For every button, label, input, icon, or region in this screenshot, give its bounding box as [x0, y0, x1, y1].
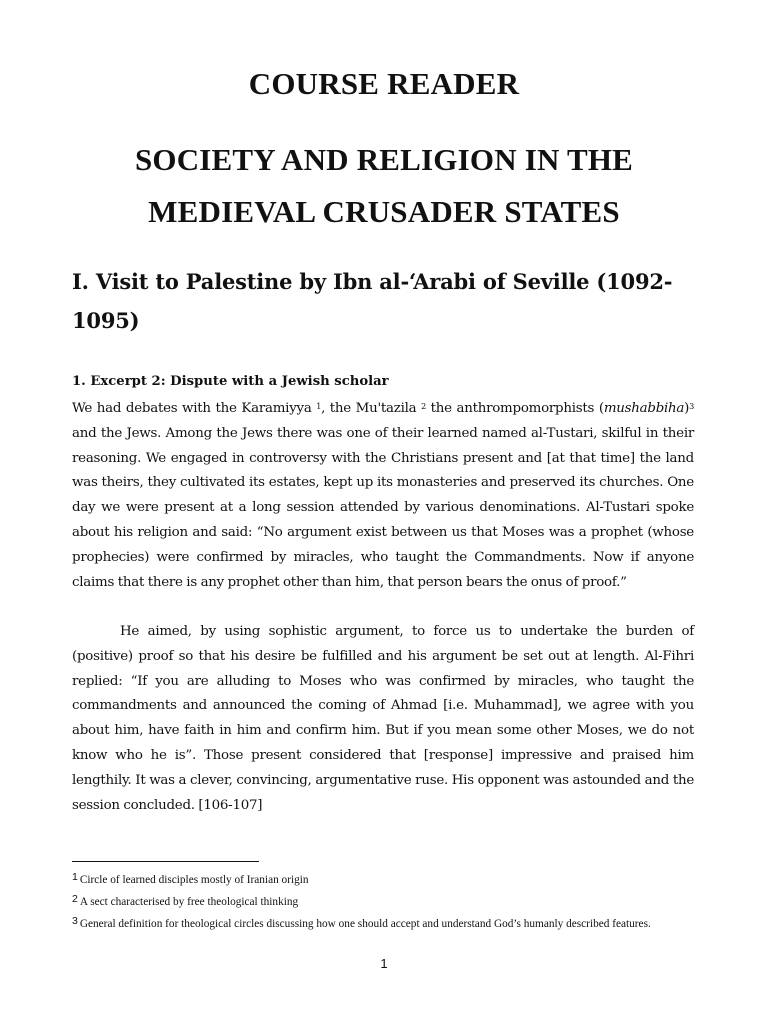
page-number: 1: [380, 956, 388, 971]
paragraph-1: [72, 397, 694, 595]
footnote-number: 1: [72, 871, 78, 883]
footnote-text: A sect characterised by free theological thinking: [79, 896, 299, 908]
footnote-ref-3[interactable]: 3: [689, 402, 694, 411]
section-heading: I. Visit to Palestine by Ibn al-‘Arabi of Seville (1092-1095): [72, 269, 673, 333]
footnote-3: [72, 913, 702, 932]
document-title: COURSE READER: [248, 66, 520, 101]
paragraph-1-text-e: and the Jews. Among the Jews there was one of their learned named al-Tustari, skilful in their reasoning. We engaged in controversy with the Christians present and [at that time] the land was theirs, they cultivated its estates, kept up its monasteries and preserved its churches. One day we were present at a long session attended by various denominations. Al-Tustari spoke about his religion and said: “No argument exist between us that Moses was a prophet (whose prophecies) were confirmed by miracles, who taught the Commandments. Now if anyone claims that there is any prophet other than him, that person bears the onus of proof.”: [72, 425, 694, 590]
footnote-ref-1[interactable]: 1: [316, 402, 322, 411]
footnote-1: [72, 869, 702, 888]
subtitle-line-1: SOCIETY AND RELIGION IN THE: [134, 142, 634, 177]
paragraph-2: He aimed, by using sophistic argument, to force us to undertake the burden of (positive) proof so that his desire be fulfilled and his argument be set out at length. Al-Fihri replied: “If you are alluding to Moses who was confirmed by miracles, who taught the commandments and announced the coming of Ahmad [i.e. Muhammad], we agree with you about him, have faith in him and confirm him. But if you mean some other Moses, we do not know who he is”. Those present considered that [response] impressive and praised him lengthily. It was a clever, convincing, argumentative ruse. His opponent was astounded and the session concluded. [106-107]: [72, 624, 694, 813]
footnote-number: 2: [72, 893, 78, 905]
paragraph-1-text-c: the anthrompomorphists (: [425, 401, 604, 416]
paragraph-1-text-b: , the Mu'tazila: [321, 401, 417, 416]
footnote-divider: [72, 861, 259, 862]
footnotes: [72, 869, 702, 935]
paragraph-1-text-d: ): [684, 401, 690, 416]
italic-term: mushabbiha: [603, 401, 685, 416]
footnote-text: Circle of learned disciples mostly of Iranian origin: [79, 874, 309, 886]
footnote-number: 3: [72, 915, 78, 927]
footnote-2: [72, 891, 702, 910]
footnote-ref-2[interactable]: 2: [421, 402, 426, 411]
footnote-text: General definition for theological circles discussing how one should accept and understand God’s humanly described features.: [79, 918, 651, 930]
subtitle-line-2: MEDIEVAL CRUSADER STATES: [148, 194, 620, 229]
paragraph-1-text-a: We had debates with the Karamiyya: [72, 401, 312, 416]
excerpt-heading: 1. Excerpt 2: Dispute with a Jewish scholar: [72, 374, 389, 389]
